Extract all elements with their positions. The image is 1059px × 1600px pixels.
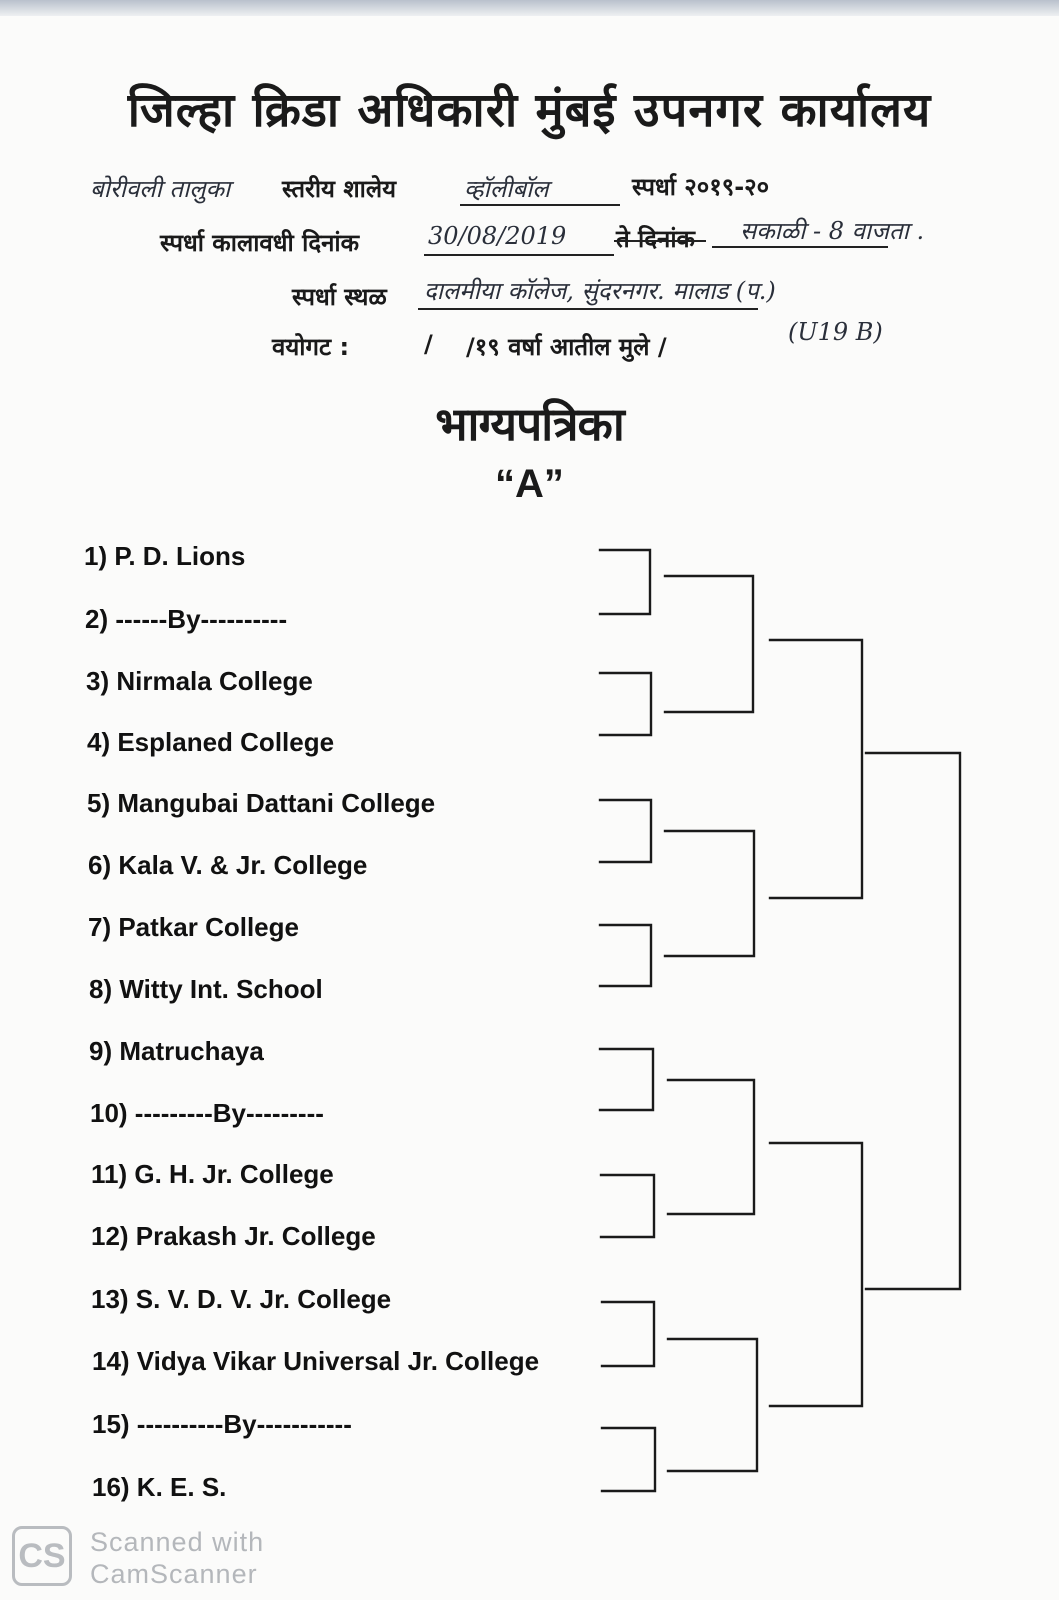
taluka-handwritten: बोरीवली तालुका (90, 175, 231, 203)
team-entry-11: 11) G. H. Jr. College (91, 1159, 334, 1189)
team-entry-3: 3) Nirmala College (86, 666, 313, 696)
r2-match-4 (668, 1339, 757, 1471)
age-separator: / (424, 330, 433, 358)
team-entry-16: 16) K. E. S. (92, 1472, 227, 1502)
age-group-value: /१९ वर्षा आतील मुले / (466, 333, 667, 361)
semi-final-1 (770, 640, 862, 898)
office-title: जिल्हा क्रिडा अधिकारी मुंबई उपनगर कार्यालय (127, 83, 932, 138)
team-entry-5: 5) Mangubai Dattani College (87, 788, 436, 818)
team-entry-15: 15) ----------By----------- (92, 1409, 352, 1439)
venue-handwritten: दालमीया कॉलेज, सुंदरनगर. मालाड (प.) (424, 277, 776, 305)
venue-label: स्पर्धा स्थळ (292, 283, 387, 311)
r1-match-8 (602, 1428, 655, 1491)
team-entry-4: 4) Esplaned College (87, 727, 335, 757)
r1-match-3 (600, 800, 651, 862)
group-label: “A” (495, 462, 564, 506)
duration-label: स्पर्धा कालावधी दिनांक (160, 229, 360, 257)
watermark-line-2: CamScanner (90, 1559, 258, 1589)
team-entry-7: 7) Patkar College (88, 912, 299, 942)
category-handwritten: (U19 B) (788, 318, 883, 346)
to-date-label: ते दिनांक (616, 225, 695, 253)
r1-match-2 (600, 673, 651, 735)
r2-match-1 (665, 576, 753, 712)
r1-match-6 (601, 1175, 654, 1237)
r1-match-5 (600, 1049, 653, 1110)
r1-match-7 (602, 1302, 654, 1366)
team-entry-6: 6) Kala V. & Jr. College (88, 850, 368, 880)
r2-match-3 (668, 1080, 754, 1214)
time-handwritten: सकाळी - 8 वाजता . (740, 217, 925, 245)
age-group-label: वयोगट : (272, 333, 350, 361)
semi-final-2 (770, 1143, 862, 1406)
sport-handwritten: व्हॉलीबॉल (464, 175, 549, 203)
team-entry-12: 12) Prakash Jr. College (91, 1221, 376, 1251)
team-entry-8: 8) Witty Int. School (89, 974, 323, 1004)
team-entry-13: 13) S. V. D. V. Jr. College (91, 1284, 392, 1314)
date-handwritten: 30/08/2019 (428, 222, 567, 250)
watermark-line-1: Scanned with (90, 1527, 265, 1557)
r1-match-1 (600, 550, 650, 614)
final-match (866, 753, 960, 1289)
camscanner-logo-icon: CS (12, 1526, 72, 1586)
team-entry-1: 1) P. D. Lions (84, 541, 246, 571)
watermark-text (90, 1526, 264, 1590)
team-entry-9: 9) Matruchaya (89, 1036, 264, 1066)
team-entry-14: 14) Vidya Vikar Universal Jr. College (92, 1346, 540, 1376)
r2-match-2 (665, 831, 754, 956)
level-label: स्तरीय शालेय (282, 175, 397, 203)
team-entry-10: 10) ---------By--------- (90, 1098, 324, 1128)
team-entry-2: 2) ------By---------- (85, 604, 288, 634)
camscanner-watermark (6, 1522, 286, 1596)
r1-match-4 (600, 925, 651, 986)
fixture-heading: भाग्यपत्रिका (435, 397, 624, 451)
competition-year: स्पर्धा २०१९-२० (632, 173, 770, 201)
